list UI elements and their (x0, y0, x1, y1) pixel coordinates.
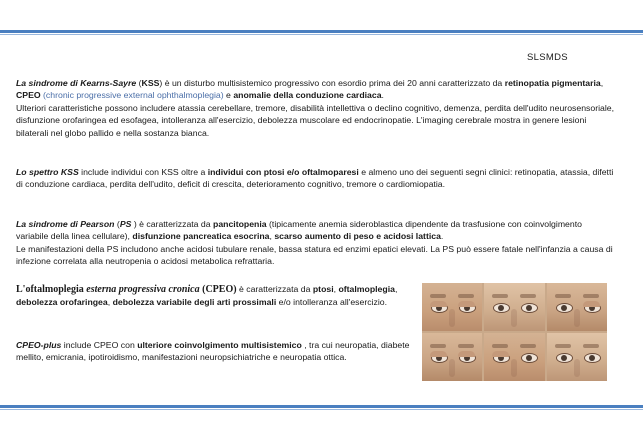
bottom-border-line (0, 405, 643, 408)
cpeo-plus-term: CPEO-plus (16, 340, 62, 350)
cpeo-term: L'oftalmoplegia (16, 284, 84, 295)
pearson-details: Le manifestazioni della PS includono anche acidosi tubulare renale, bassa statura ed enzimi epatici elevati. La PS può essere fatale nell'infanzia a causa di infezione correlata alla neutropenia o acidosi metabolica refrattaria. (16, 243, 613, 267)
patient-photo (422, 283, 482, 331)
paragraph-cpeo: L'oftalmoplegia esterna progressiva cronica (CPEO) è caratterizzata da ptosi, oftalmoplegia, debolezza orofaringea, debolezza variabile degli arti prossimali e/o intolleranza all'esercizio. (16, 284, 398, 308)
paragraph-kss: La sindrome di Kearns-Sayre (KSS) è un disturbo multisistemico progressivo con esordio prima dei 20 anni caratterizzato da retinopatia pigmentaria, CPEO (chronic progressive external ophthalmoplegia) e anomalie della conduzione cardiaca. Ulteriori caratteristiche possono includere atassia cerebellare, tremore, disabilità intellettiva o declino cognitivo, demenza, perdita dell'udito neurosensoriale, disfunzione orofaringea ed esofagea, intolleranza all'esercizio, debolezza muscolare ed endocrinopatie. L'imaging cerebrale mostra in genere lesioni bilaterali nel globo pallido e nella sostanza bianca. (16, 78, 615, 138)
bottom-border-line-thin (0, 409, 643, 410)
patient-photo (484, 333, 544, 381)
kss-details: Ulteriori caratteristiche possono includere atassia cerebellare, tremore, disabilità intellettiva o declino cognitivo, demenza, perdita dell'udito neurosensoriale, disfunzione orofaringea ed esofagea, intolleranza all'esercizio, debolezza muscolare ed endocrinopatie. L'imaging cerebrale mostra in genere lesioni bilaterali nel globo pallido e nella sostanza bianca. (16, 102, 615, 138)
kss-spectrum-term: Lo spettro KSS (16, 167, 79, 177)
kss-term: La sindrome di Kearns-Sayre (16, 78, 137, 88)
patient-photo (547, 283, 607, 331)
header-tag: SLSMDS (527, 52, 568, 63)
top-border-line (0, 30, 643, 33)
top-border-line-thin (0, 34, 643, 35)
paragraph-pearson: La sindrome di Pearson (PS ) è caratterizzata da pancitopenia (tipicamente anemia sideroblastica dipendente da trasfusione con coinvolgimento variabile della linea cellulare), disfunzione pancreatica esocrina, scarso aumento di peso e acidosi lattica. Le manifestazioni della PS includono anche acidosi tubulare renale, bassa statura ed enzimi epatici elevati. La PS può essere fatale nell'infanzia a causa di infezione correlata alla neutropenia o acidosi metabolica refrattaria. (16, 219, 613, 267)
ptosis-photo-panel (422, 283, 607, 381)
paragraph-kss-spectrum: Lo spettro KSS include individui con KSS oltre a individui con ptosi e/o oftalmoparesi e almeno uno dei seguenti segni clinici: retinopatia, atassia, difetti di conduzione cardiaca, perdita dell'udito, deficit di crescita, deterioramento cognitivo, tremore o cardiomiopatia. (16, 167, 614, 190)
top-border (0, 0, 643, 36)
patient-photo (547, 333, 607, 381)
bottom-border (0, 405, 643, 428)
patient-photo (484, 283, 544, 331)
pearson-term: La sindrome di Pearson (16, 219, 115, 229)
patient-photo (422, 333, 482, 381)
paragraph-cpeo-plus: CPEO-plus include CPEO con ulteriore coinvolgimento multisistemico , tra cui neuropatia, diabete mellito, emicrania, ipotiroidismo, manifestazioni neuropsichiatriche e neuropatia ottica. (16, 340, 410, 363)
